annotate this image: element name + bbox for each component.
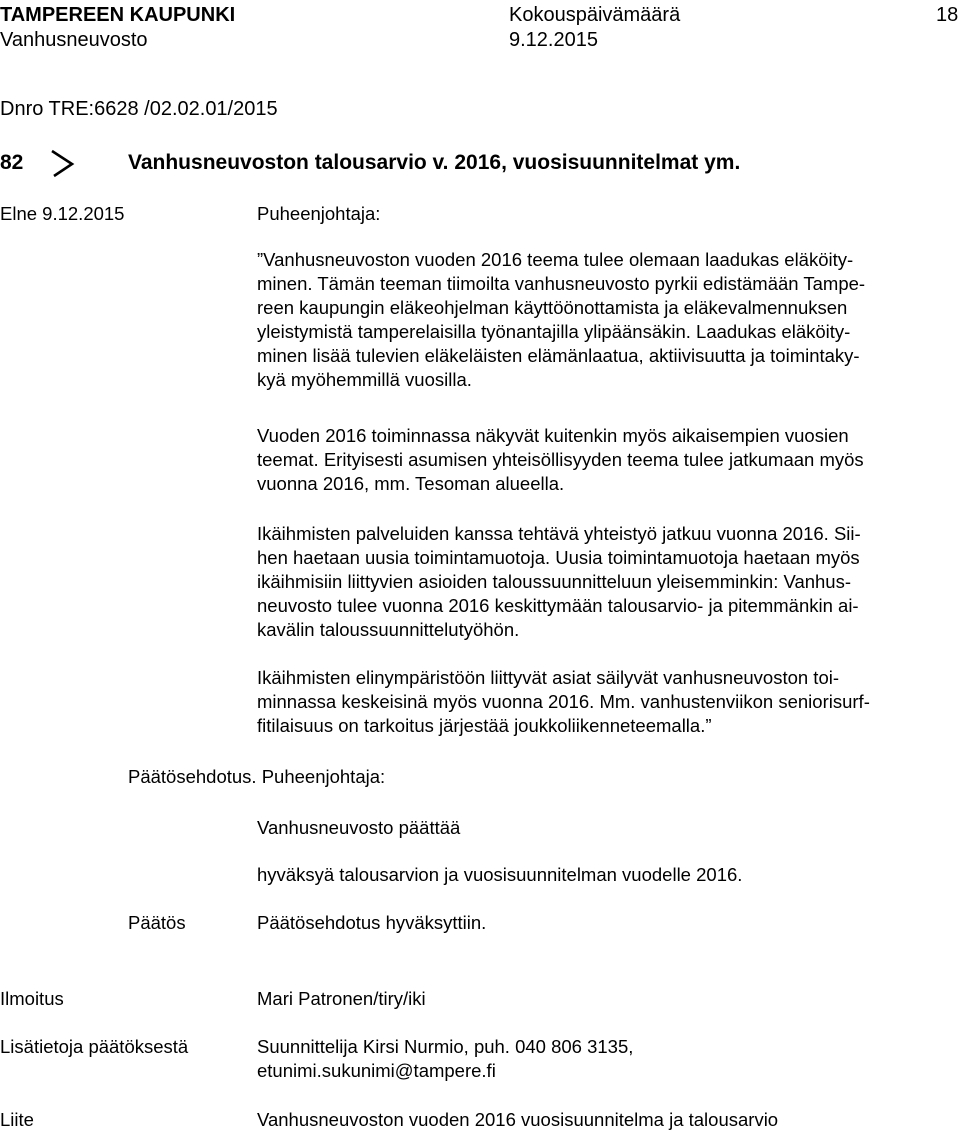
paragraph-4 <box>257 666 957 738</box>
more-info-email[interactable]: etunimi.sukunimi@tampere.fi <box>257 1060 496 1081</box>
paragraph-line: Vuoden 2016 toiminnassa näkyvät kuitenkin myös aikaisempien vuosien <box>257 425 849 446</box>
item-title: Vanhusneuvoston talousarvio v. 2016, vuosisuunnitelmat ym. <box>128 151 741 174</box>
paragraph-line: neuvosto tulee vuonna 2016 keskittymään talousarvio- ja pitemmänkin ai- <box>257 595 859 616</box>
proposal-line-2: hyväksyä talousarvion ja vuosisuunnitelman vuodelle 2016. <box>257 864 743 885</box>
paragraph-line: minen. Tämän teeman tiimoilta vanhusneuvosto pyrkii edistämään Tampe- <box>257 273 866 294</box>
attachment-label: Liite <box>0 1109 34 1130</box>
more-info-contact: Suunnittelija Kirsi Nurmio, puh. 040 806 3135, <box>257 1036 634 1057</box>
proposal-line-1: Vanhusneuvosto päättää <box>257 817 461 838</box>
body-name: Vanhusneuvosto <box>0 29 148 51</box>
meeting-date-label: Kokouspäivämäärä <box>509 4 681 26</box>
paragraph-line: Ikäihmisten elinympäristöön liittyvät asiat säilyvät vanhusneuvoston toi- <box>257 667 840 688</box>
meeting-date: 9.12.2015 <box>509 29 598 51</box>
paragraph-line: kavälin taloussuunnittelutyöhön. <box>257 619 520 640</box>
paragraph-line: hen haetaan uusia toimintamuotoja. Uusia toimintamuotoja haetaan myös <box>257 547 860 568</box>
paragraph-line: teemat. Erityisesti asumisen yhteisöllisyyden teema tulee jatkumaan myös <box>257 449 864 470</box>
paragraph-line: ”Vanhusneuvoston vuoden 2016 teema tulee olemaan laadukas eläköity- <box>257 249 854 270</box>
more-info-label: Lisätietoja päätöksestä <box>0 1036 189 1057</box>
decision-label: Päätös <box>128 912 186 933</box>
paragraph-line: minnassa keskeisinä myös vuonna 2016. Mm. vanhustenviikon seniorisurf- <box>257 691 870 712</box>
org-name: TAMPEREEN KAUPUNKI <box>0 4 236 26</box>
preparer-role: Puheenjohtaja: <box>257 203 381 224</box>
paragraph-line: ikäihmisiin liittyvien asioiden taloussuunnitteluun yleisemminkin: Vanhus- <box>257 571 852 592</box>
preparer-date: Elne 9.12.2015 <box>0 203 125 224</box>
paragraph-line: reen kaupungin eläkeohjelman käyttöönottamista ja eläkevalmennuksen <box>257 297 848 318</box>
attachment-text[interactable]: Vanhusneuvoston vuoden 2016 vuosisuunnitelma ja talousarvio <box>257 1109 779 1130</box>
record-number: Dnro TRE:6628 /02.02.01/2015 <box>0 98 278 120</box>
paragraph-line: kyä myöhemmillä vuosilla. <box>257 369 472 390</box>
decision-text: Päätösehdotus hyväksyttiin. <box>257 912 487 933</box>
paragraph-line: minen lisää tulevien eläkeläisten elämänlaatua, aktiivisuutta ja toimintaky- <box>257 345 860 366</box>
notice-text: Mari Patronen/tiry/iki <box>257 988 426 1009</box>
paragraph-3 <box>257 522 957 642</box>
paragraph-line: Ikäihmisten palveluiden kanssa tehtävä yhteistyö jatkuu vuonna 2016. Sii- <box>257 523 861 544</box>
paragraph-line: vuonna 2016, mm. Tesoman alueella. <box>257 473 565 494</box>
notice-label: Ilmoitus <box>0 988 64 1009</box>
paragraph-1 <box>257 248 957 392</box>
section-sign-icon <box>50 148 76 178</box>
proposal-label: Päätösehdotus. Puheenjohtaja: <box>128 766 386 787</box>
item-number: 82 <box>0 151 24 174</box>
paragraph-line: yleistymistä tamperelaisilla työnantajilla ylipäänsäkin. Laadukas eläköity- <box>257 321 851 342</box>
paragraph-line: fitilaisuus on tarkoitus järjestää joukkoliikenneteemalla.” <box>257 715 712 736</box>
paragraph-2 <box>257 424 957 496</box>
page-number: 18 <box>936 4 959 26</box>
